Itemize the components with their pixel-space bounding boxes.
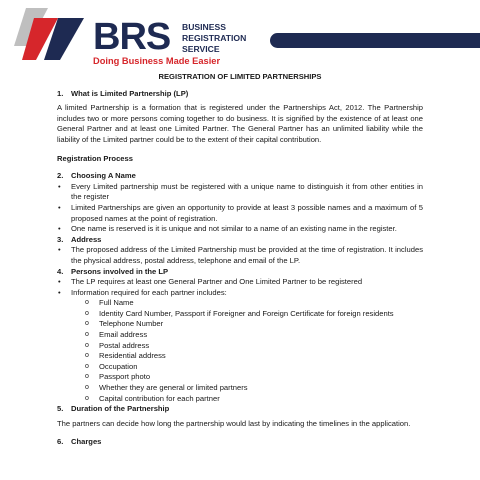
section-number: 2. — [57, 171, 64, 181]
list-item: • Limited Partnerships are given an opportunity to provide at least 3 possible names and a maximum of 5 proposed names at the point of registration. — [57, 203, 423, 224]
sub-list-item: o Email address — [85, 330, 423, 341]
section-2-heading — [57, 171, 423, 182]
document-body — [57, 72, 423, 448]
partner-info-list — [57, 298, 423, 404]
list-item: • One name is reserved is it is unique and not similar to a name of an existing name in the register. — [57, 224, 423, 235]
section-3-list — [57, 245, 423, 266]
section-number: 6. — [57, 437, 64, 447]
brand-subtitle — [182, 22, 246, 55]
section-2-list — [57, 182, 423, 235]
section-5-heading — [57, 404, 423, 415]
section-title: Persons involved in the LP — [71, 266, 169, 276]
list-item: • Every Limited partnership must be registered with a unique name to distinguish it from other entities in the register — [57, 182, 423, 203]
section-6-heading — [57, 437, 423, 448]
section-number: 4. — [57, 266, 64, 276]
sub-list-item: o Occupation — [85, 362, 423, 373]
sub-list-item: o Full Name — [85, 298, 423, 309]
sub-list-item: o Telephone Number — [85, 319, 423, 330]
brand-sub-line-1: BUSINESS — [182, 22, 226, 32]
section-title: Address — [71, 234, 102, 244]
sub-list-item: o Whether they are general or limited partners — [85, 383, 423, 394]
sub-list-item: o Identity Card Number, Passport if Foreigner and Foreign Certificate for foreign residents — [85, 309, 423, 320]
list-item: • Information required for each partner includes: — [57, 288, 423, 299]
brand-name: BRS — [93, 16, 171, 58]
section-number: 5. — [57, 404, 64, 414]
registration-process-heading: Registration Process — [57, 153, 133, 163]
brand-sub-line-3: SERVICE — [182, 44, 220, 54]
section-number: 3. — [57, 234, 64, 244]
section-3-heading — [57, 235, 423, 246]
section-1-heading — [57, 89, 423, 100]
section-title: Duration of the Partnership — [71, 404, 170, 414]
section-5-text: The partners can decide how long the partnership would last by indicating the timelines in the application. — [57, 418, 411, 428]
sub-list-item: o Capital contribution for each partner — [85, 394, 423, 405]
section-4-list — [57, 277, 423, 298]
document-title: REGISTRATION OF LIMITED PARTNERSHIPS — [158, 72, 322, 81]
header-banner — [270, 33, 480, 48]
section-title: What is Limited Partnership (LP) — [71, 88, 189, 98]
list-item: • The proposed address of the Limited Partnership must be provided at the time of registration. It includes the physical address, postal address, telephone and email of the LP. — [57, 245, 423, 266]
brand-sub-line-2: REGISTRATION — [182, 33, 247, 43]
section-title: Charges — [71, 437, 102, 447]
sub-list-item: o Postal address — [85, 341, 423, 352]
sub-list-item: o Residential address — [85, 351, 423, 362]
section-1-text: A limited Partnership is a formation that is registered under the Partnerships Act, 2012. The Partnership includes two or more persons coming together to do business. It is signified by the existence of at least one General Partner and at least one Limited Partner. The General Partner has an unlimited liability while the liability of the Limited partner could be to the extent of their capital contribution. — [57, 103, 423, 144]
list-item: • The LP requires at least one General Partner and One Limited Partner to be registered — [57, 277, 423, 288]
section-number: 1. — [57, 88, 64, 98]
section-title: Choosing A Name — [71, 171, 136, 181]
sub-list-item: o Passport photo — [85, 372, 423, 383]
section-4-heading — [57, 267, 423, 278]
brs-logo-icon — [14, 6, 84, 62]
tagline: Doing Business Made Easier — [93, 56, 221, 66]
